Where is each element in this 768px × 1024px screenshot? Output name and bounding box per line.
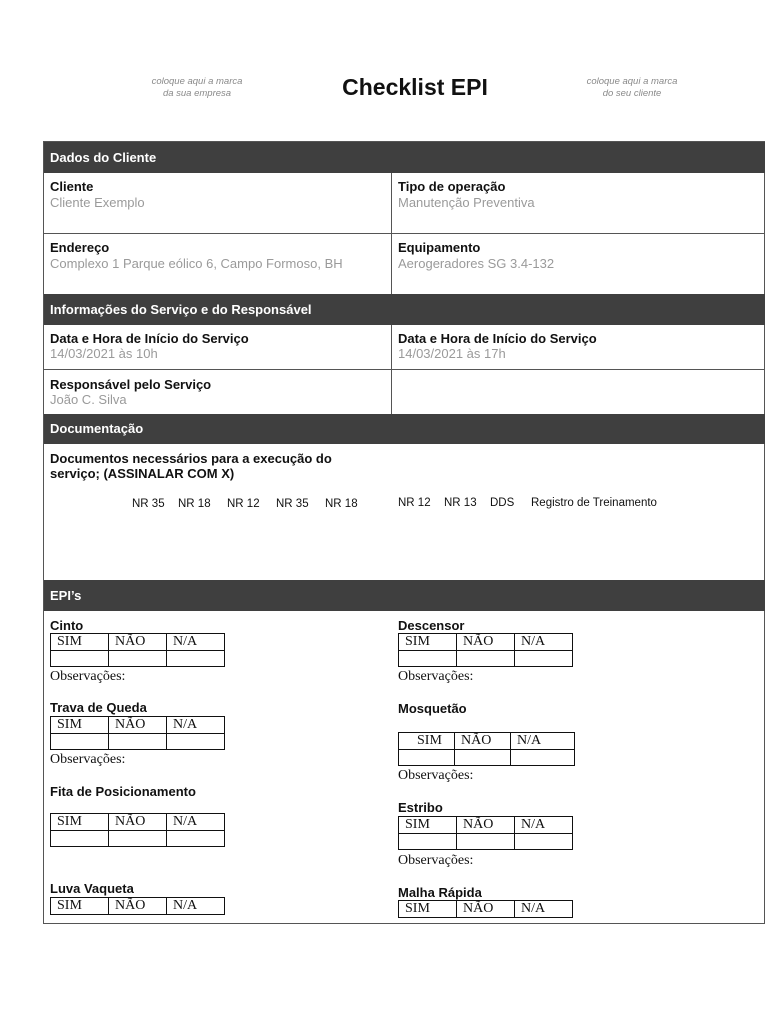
checkbox-nao[interactable] bbox=[109, 734, 167, 750]
option-sim: SIM bbox=[51, 898, 109, 915]
section-header-epis: EPI’s bbox=[44, 580, 765, 611]
option-sim: SIM bbox=[399, 901, 457, 918]
option-nao: NÃO bbox=[457, 817, 515, 834]
company-logo-placeholder bbox=[127, 76, 267, 100]
row-divider bbox=[44, 233, 765, 234]
service-end-label: Data e Hora de Início do Serviço bbox=[398, 331, 597, 346]
option-nao: NÃO bbox=[109, 634, 167, 651]
cliente-label: Cliente bbox=[50, 179, 94, 194]
documents-label bbox=[50, 451, 332, 481]
section-header-documentation: Documentação bbox=[44, 414, 765, 444]
checkbox-nao[interactable] bbox=[457, 651, 515, 667]
checkbox-nao[interactable] bbox=[457, 834, 515, 850]
epi-label-descensor: Descensor bbox=[398, 618, 465, 633]
checkbox-na[interactable] bbox=[511, 750, 575, 766]
epi-label-cinto: Cinto bbox=[50, 618, 84, 633]
observations-label[interactable]: Observações: bbox=[398, 768, 474, 783]
observations-label[interactable]: Observações: bbox=[398, 669, 474, 684]
document-option[interactable]: NR 18 bbox=[325, 498, 358, 510]
document-option[interactable]: NR 35 bbox=[132, 498, 165, 510]
checkbox-sim[interactable] bbox=[399, 750, 455, 766]
documents-label-line1: Documentos necessários para a execução do bbox=[50, 451, 332, 466]
document-option[interactable]: NR 13 bbox=[444, 497, 477, 509]
checkbox-na[interactable] bbox=[167, 831, 225, 847]
document-option[interactable]: NR 18 bbox=[178, 498, 211, 510]
epi-label-mosquetao: Mosquetão bbox=[398, 701, 467, 716]
checkbox-sim[interactable] bbox=[51, 651, 109, 667]
checkbox-nao[interactable] bbox=[109, 831, 167, 847]
company-logo-note-line1: coloque aqui a marca bbox=[151, 76, 243, 87]
checkbox-nao[interactable] bbox=[109, 651, 167, 667]
section-header-client: Dados do Cliente bbox=[44, 142, 765, 173]
tipo-operacao-label: Tipo de operação bbox=[398, 179, 506, 194]
observations-label[interactable]: Observações: bbox=[398, 853, 474, 868]
documents-label-line2: serviço; (ASSINALAR COM X) bbox=[50, 466, 235, 481]
endereco-value[interactable]: Complexo 1 Parque eólico 6, Campo Formoso, BH bbox=[50, 256, 343, 271]
checkbox-sim[interactable] bbox=[399, 834, 457, 850]
checkbox-na[interactable] bbox=[515, 651, 573, 667]
option-sim: SIM bbox=[51, 634, 109, 651]
epi-options-cinto bbox=[50, 633, 225, 667]
endereco-label: Endereço bbox=[50, 240, 110, 255]
cliente-value[interactable]: Cliente Exemplo bbox=[50, 195, 145, 210]
epi-label-luva-vaqueta: Luva Vaqueta bbox=[50, 881, 134, 896]
option-sim: SIM bbox=[51, 717, 109, 734]
option-na: N/A bbox=[167, 634, 225, 651]
epi-options-malha-rapida bbox=[398, 900, 573, 918]
equipamento-value[interactable]: Aerogeradores SG 3.4-132 bbox=[398, 256, 555, 271]
client-logo-note-line1: coloque aqui a marca bbox=[586, 76, 678, 87]
option-sim: SIM bbox=[399, 634, 457, 651]
equipamento-label: Equipamento bbox=[398, 240, 481, 255]
responsavel-value[interactable]: João C. Silva bbox=[50, 392, 127, 407]
document-option[interactable]: NR 12 bbox=[398, 497, 431, 509]
client-logo-note-line2: do seu cliente bbox=[602, 88, 662, 99]
option-nao: NÃO bbox=[109, 898, 167, 915]
option-nao: NÃO bbox=[455, 733, 511, 750]
checkbox-sim[interactable] bbox=[51, 734, 109, 750]
option-na: N/A bbox=[167, 717, 225, 734]
epi-options-estribo bbox=[398, 816, 573, 850]
option-sim: SIM bbox=[399, 733, 455, 750]
tipo-operacao-value[interactable]: Manutenção Preventiva bbox=[398, 195, 535, 210]
option-nao: NÃO bbox=[109, 717, 167, 734]
epi-options-mosquetao bbox=[398, 732, 575, 766]
epi-label-fita-de-posicionamento: Fita de Posicionamento bbox=[50, 784, 196, 799]
option-na: N/A bbox=[167, 898, 225, 915]
epi-label-estribo: Estribo bbox=[398, 800, 443, 815]
document-option[interactable]: NR 35 bbox=[276, 498, 309, 510]
service-end-value[interactable]: 14/03/2021 às 17h bbox=[398, 346, 506, 361]
epi-label-trava-de-queda: Trava de Queda bbox=[50, 700, 147, 715]
option-nao: NÃO bbox=[457, 634, 515, 651]
service-start-label: Data e Hora de Início do Serviço bbox=[50, 331, 249, 346]
option-na: N/A bbox=[515, 901, 573, 918]
checkbox-na[interactable] bbox=[167, 734, 225, 750]
option-na: N/A bbox=[167, 814, 225, 831]
client-logo-placeholder bbox=[562, 76, 702, 100]
option-sim: SIM bbox=[51, 814, 109, 831]
epi-label-malha-rapida: Malha Rápida bbox=[398, 885, 482, 900]
checkbox-na[interactable] bbox=[515, 834, 573, 850]
service-start-value[interactable]: 14/03/2021 às 10h bbox=[50, 346, 158, 361]
checkbox-nao[interactable] bbox=[455, 750, 511, 766]
section-header-service: Informações do Serviço e do Responsável bbox=[44, 294, 765, 325]
checkbox-sim[interactable] bbox=[399, 651, 457, 667]
document-option[interactable]: Registro de Treinamento bbox=[531, 497, 657, 509]
option-na: N/A bbox=[515, 817, 573, 834]
epi-options-trava-de-queda bbox=[50, 716, 225, 750]
option-na: N/A bbox=[511, 733, 575, 750]
epi-options-luva-vaqueta bbox=[50, 897, 225, 915]
option-nao: NÃO bbox=[109, 814, 167, 831]
option-na: N/A bbox=[515, 634, 573, 651]
company-logo-note-line2: da sua empresa bbox=[162, 88, 232, 99]
epi-options-fita-de-posicionamento bbox=[50, 813, 225, 847]
epi-options-descensor bbox=[398, 633, 573, 667]
observations-label[interactable]: Observações: bbox=[50, 752, 126, 767]
option-nao: NÃO bbox=[457, 901, 515, 918]
option-sim: SIM bbox=[399, 817, 457, 834]
document-option[interactable]: NR 12 bbox=[227, 498, 260, 510]
responsavel-label: Responsável pelo Serviço bbox=[50, 377, 212, 392]
document-option[interactable]: DDS bbox=[490, 497, 515, 509]
row-divider bbox=[44, 369, 765, 370]
observations-label[interactable]: Observações: bbox=[50, 669, 126, 684]
checkbox-na[interactable] bbox=[167, 651, 225, 667]
page-title: Checklist EPI bbox=[342, 74, 488, 100]
checkbox-sim[interactable] bbox=[51, 831, 109, 847]
